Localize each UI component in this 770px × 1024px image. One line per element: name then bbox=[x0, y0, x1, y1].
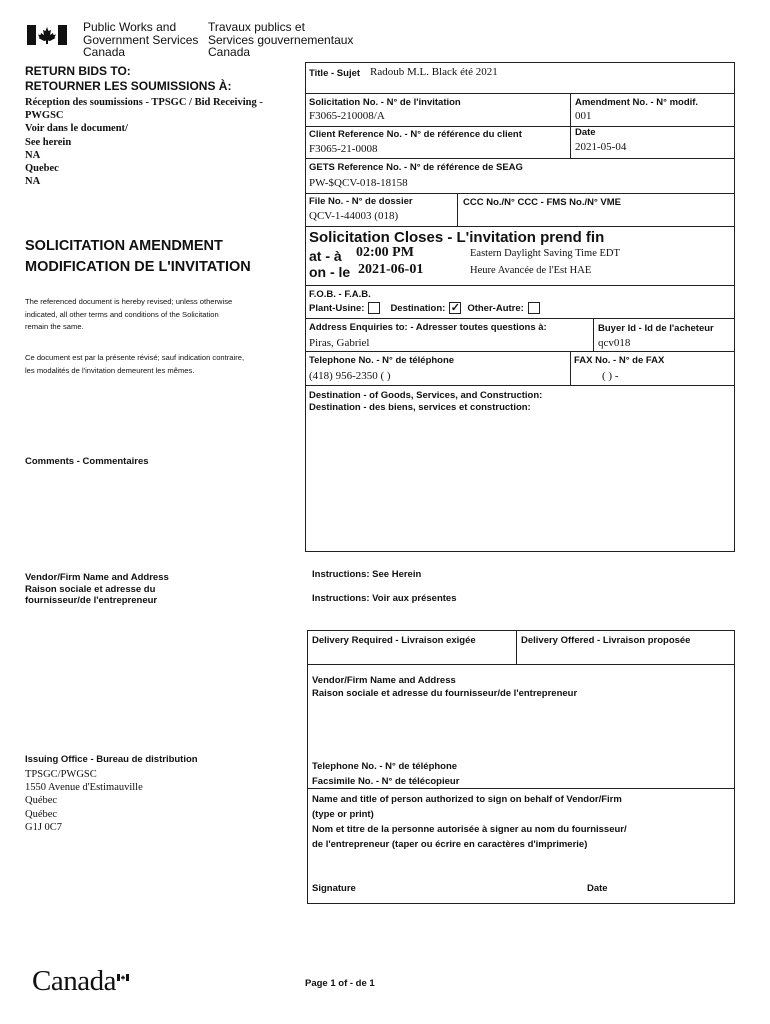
signature-date-label: Date bbox=[587, 883, 608, 894]
buyer-id-value: qcv018 bbox=[598, 337, 631, 349]
dept-name-en-1: Public Works and bbox=[83, 20, 177, 34]
client-ref-label: Client Reference No. - N° de référence du client bbox=[309, 129, 522, 140]
other-label: Other-Autre: bbox=[467, 302, 524, 314]
vendor-name-label: Vendor/Firm Name and Address bbox=[312, 675, 456, 686]
dept-name-en-3: Canada bbox=[83, 45, 126, 59]
instructions-en: Instructions: See Herein bbox=[312, 569, 422, 580]
amendment-title-en: SOLICITATION AMENDMENT bbox=[25, 238, 223, 254]
gets-ref-label: GETS Reference No. - N° de référence de SEAG bbox=[309, 162, 523, 173]
bid-address bbox=[25, 96, 263, 188]
revised-note-en: remain the same. bbox=[25, 322, 84, 331]
vendor-fax-label: Facsimile No. - N° de télécopieur bbox=[312, 776, 460, 787]
revised-note-en: indicated, all other terms and conditions of the Solicitation bbox=[25, 309, 219, 319]
file-no-value: QCV-1-44003 (018) bbox=[309, 210, 399, 222]
timezone-en: Eastern Daylight Saving Time EDT bbox=[470, 248, 620, 259]
issuing-address-line: Québec bbox=[25, 808, 58, 820]
issuing-office-address bbox=[25, 768, 143, 834]
fax-label: FAX No. - N° de FAX bbox=[574, 355, 665, 366]
revised-note-fr: les modalités de l'invitation demeurent les mêmes. bbox=[25, 365, 195, 375]
comments-label: Comments - Commentaires bbox=[25, 456, 149, 467]
solicitation-no-label: Solicitation No. - N° de l'invitation bbox=[309, 97, 461, 108]
vendor-label: Raison sociale et adresse du bbox=[25, 583, 156, 595]
enquiries-value: Piras, Gabriel bbox=[309, 337, 370, 349]
phone-label: Telephone No. - N° de téléphone bbox=[309, 355, 455, 366]
revised-note-fr: Ce document est par la présente révisé; sauf indication contraire, bbox=[25, 353, 245, 362]
retourner-heading: RETOURNER LES SOUMISSIONS À: bbox=[25, 79, 232, 93]
signature-label: Signature bbox=[312, 883, 356, 894]
buyer-id-label: Buyer Id - Id de l'acheteur bbox=[598, 323, 714, 334]
destination-checkbox[interactable]: ✓ bbox=[450, 302, 460, 314]
destination-label: Destination: bbox=[390, 302, 446, 314]
bid-address-line: NA bbox=[25, 176, 41, 188]
destination-goods-label: Destination - des biens, services et construction: bbox=[309, 402, 531, 413]
bid-address-line: PWGSC bbox=[25, 110, 64, 122]
dept-name-fr-1: Travaux publics et bbox=[208, 20, 305, 34]
issuing-address-line: Québec bbox=[25, 795, 58, 807]
timezone-fr: Heure Avancée de l'Est HAE bbox=[470, 265, 592, 276]
dept-name-en-2: Government Services bbox=[83, 32, 199, 47]
canada-wordmark bbox=[32, 965, 116, 998]
plant-label: Plant-Usine: bbox=[309, 302, 365, 314]
vendor-label: fournisseur/de l'entrepreneur bbox=[25, 595, 158, 606]
issuing-address-line: TPSGC/PWGSC bbox=[25, 769, 97, 780]
delivery-required-label: Delivery Required - Livraison exigée bbox=[312, 635, 476, 646]
fob-label: F.O.B. - F.A.B. bbox=[309, 289, 371, 300]
issuing-address-line: G1J 0C7 bbox=[25, 821, 63, 833]
closing-time-value: 02:00 PM bbox=[356, 245, 414, 260]
ccc-no-label: CCC No./N° CCC - FMS No./N° VME bbox=[463, 197, 622, 208]
bid-address-line: Réception des soumissions - TPSGC / Bid Receiving - bbox=[25, 97, 263, 108]
wordmark-flag-icon bbox=[117, 968, 129, 975]
closing-date-value: 2021-06-01 bbox=[358, 262, 424, 277]
vendor-phone-label: Telephone No. - N° de téléphone bbox=[312, 761, 458, 772]
vendor-name-label: Raison sociale et adresse du fournisseur/de l'entrepreneur bbox=[312, 688, 578, 699]
amendment-no-label: Amendment No. - N° modif. bbox=[575, 97, 699, 108]
fob-options bbox=[309, 302, 544, 314]
bid-address-line: NA bbox=[25, 149, 41, 161]
phone-value: (418) 956-2350 ( ) bbox=[309, 370, 391, 382]
closes-heading: Solicitation Closes - L'invitation prend fin bbox=[309, 229, 605, 246]
date-label: Date bbox=[575, 127, 596, 138]
delivery-offered-label: Delivery Offered - Livraison proposée bbox=[521, 635, 691, 646]
authorized-person-label: (type or print) bbox=[312, 809, 374, 820]
vendor-label: Vendor/Firm Name and Address bbox=[25, 572, 169, 583]
instructions-fr: Instructions: Voir aux présentes bbox=[312, 593, 457, 604]
canada-wordmark-text: Canada bbox=[32, 965, 116, 997]
bid-address-line: Voir dans le document/ bbox=[25, 123, 128, 135]
issuing-office-label: Issuing Office - Bureau de distribution bbox=[25, 754, 198, 765]
authorized-person-label: Name and title of person authorized to sign on behalf of Vendor/Firm bbox=[312, 794, 622, 805]
page-number: Page 1 of - de 1 bbox=[305, 978, 375, 989]
file-no-label: File No. - N° de dossier bbox=[309, 196, 413, 207]
solicitation-no-value: F3065-210008/A bbox=[309, 110, 385, 122]
amendment-title-fr: MODIFICATION DE L'INVITATION bbox=[25, 259, 251, 275]
authorized-person-label: de l'entrepreneur (taper ou écrire en caractères d'imprimerie) bbox=[312, 839, 588, 850]
dept-name-fr-3: Canada bbox=[208, 45, 251, 59]
at-label: at - à bbox=[309, 248, 342, 264]
destination-goods-label: Destination - of Goods, Services, and Construction: bbox=[309, 390, 543, 401]
date-value: 2021-05-04 bbox=[575, 141, 627, 153]
return-bids-heading: RETURN BIDS TO: bbox=[25, 64, 131, 78]
amendment-no-value: 001 bbox=[575, 110, 592, 122]
dept-name-fr-2: Services gouvernementaux bbox=[208, 32, 354, 47]
client-ref-value: F3065-21-0008 bbox=[309, 143, 378, 155]
title-label: Title - Sujet bbox=[309, 68, 361, 79]
revised-note-en: The referenced document is hereby revised; unless otherwise bbox=[25, 297, 233, 306]
other-checkbox[interactable] bbox=[528, 302, 540, 314]
title-value: Radoub M.L. Black été 2021 bbox=[370, 66, 498, 78]
authorized-person-label: Nom et titre de la personne autorisée à signer au nom du fournisseur/ bbox=[312, 824, 627, 835]
enquiries-label: Address Enquiries to: - Adresser toutes questions à: bbox=[309, 322, 547, 333]
gets-ref-value: PW-$QCV-018-18158 bbox=[309, 177, 408, 189]
plant-checkbox[interactable] bbox=[368, 302, 380, 314]
on-label: on - le bbox=[309, 264, 351, 280]
fax-value: ( ) - bbox=[602, 370, 619, 382]
bid-address-line: See herein bbox=[25, 136, 72, 148]
canada-flag-icon bbox=[27, 25, 67, 45]
issuing-address-line: 1550 Avenue d'Estimauville bbox=[25, 782, 143, 794]
bid-address-line: Quebec bbox=[25, 163, 59, 175]
